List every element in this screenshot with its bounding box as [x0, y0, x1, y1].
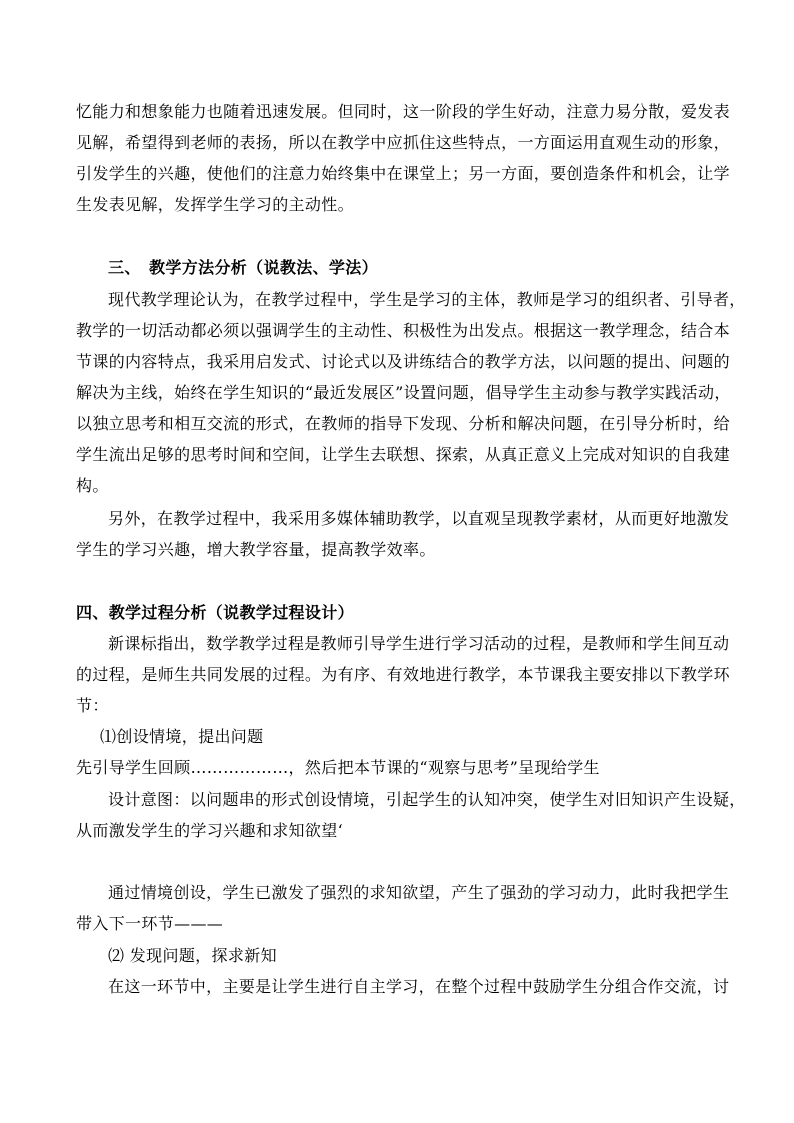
paragraph-line: 构。	[76, 476, 109, 495]
paragraph-line: 带入下一环节———	[76, 914, 224, 933]
paragraph-line: 现代教学理论认为，在教学过程中，学生是学习的主体，教师是学习的组织者、引导者，	[108, 290, 746, 309]
paragraph-line: 从而激发学生的学习兴趣和求知欲望‘	[76, 821, 344, 840]
paragraph-line: 通过情境创设，学生已激发了强烈的求知欲望，产生了强劲的学习动力，此时我把学生	[108, 883, 730, 902]
section-heading-3: 三、 教学方法分析（说教法、学法）	[108, 258, 378, 277]
paragraph-line: 见解，希望得到老师的表扬，所以在教学中应抓住这些特点，一方面运用直观生动的形象，	[76, 133, 731, 152]
paragraph-line: 忆能力和想象能力也随着迅速发展。但同时，这一阶段的学生好动，注意力易分散，爱发表	[76, 102, 731, 121]
paragraph-line: 另外，在教学过程中，我采用多媒体辅助教学，以直观呈现教学素材，从而更好地激发	[108, 509, 730, 528]
paragraph-line: 设计意图：以问题串的形式创设情境，引起学生的认知冲突，使学生对旧知识产生设疑，	[108, 790, 746, 809]
paragraph-line: 先引导学生回顾………………，然后把本节课的“观察与思考”呈现给学生	[76, 758, 600, 777]
step-heading-1: ⑴创设情境，提出问题	[100, 727, 264, 746]
paragraph-line: 新课标指出，数学教学过程是教师引导学生进行学习活动的过程，是教师和学生间互动	[108, 634, 730, 653]
paragraph-line: 解决为主线，始终在学生知识的“最近发展区”设置问题，倡导学生主动参与教学实践活动，	[76, 383, 731, 402]
paragraph-line: 学生的学习兴趣，增大教学容量，提高教学效率。	[76, 540, 436, 559]
paragraph-line: 生发表见解，发挥学生学习的主动性。	[76, 195, 354, 214]
paragraph-line: 的过程，是师生共同发展的过程。为有序、有效地进行教学，本节课我主要安排以下教学环	[76, 665, 731, 684]
paragraph-line: 教学的一切活动都必须以强调学生的主动性、积极性为出发点。根据这一教学理念，结合本	[76, 321, 731, 340]
paragraph-line: 节课的内容特点，我采用启发式、讨论式以及讲练结合的教学方法，以问题的提出、问题的	[76, 352, 731, 371]
step-heading-2: ⑵ 发现问题，探求新知	[108, 946, 277, 965]
paragraph-line: 学生流出足够的思考时间和空间，让学生去联想、探索，从真正意义上完成对知识的自我建	[76, 445, 731, 464]
paragraph-line: 引发学生的兴趣，使他们的注意力始终集中在课堂上；另一方面，要创造条件和机会，让学	[76, 164, 731, 183]
section-heading-4: 四、教学过程分析（说教学过程设计）	[76, 603, 354, 622]
paragraph-line: 在这一环节中，主要是让学生进行自主学习，在整个过程中鼓励学生分组合作交流，讨	[108, 977, 730, 996]
paragraph-line: 以独立思考和相互交流的形式，在教师的指导下发现、分析和解决问题，在引导分析时，给	[76, 414, 731, 433]
paragraph-line: 节：	[76, 696, 109, 715]
